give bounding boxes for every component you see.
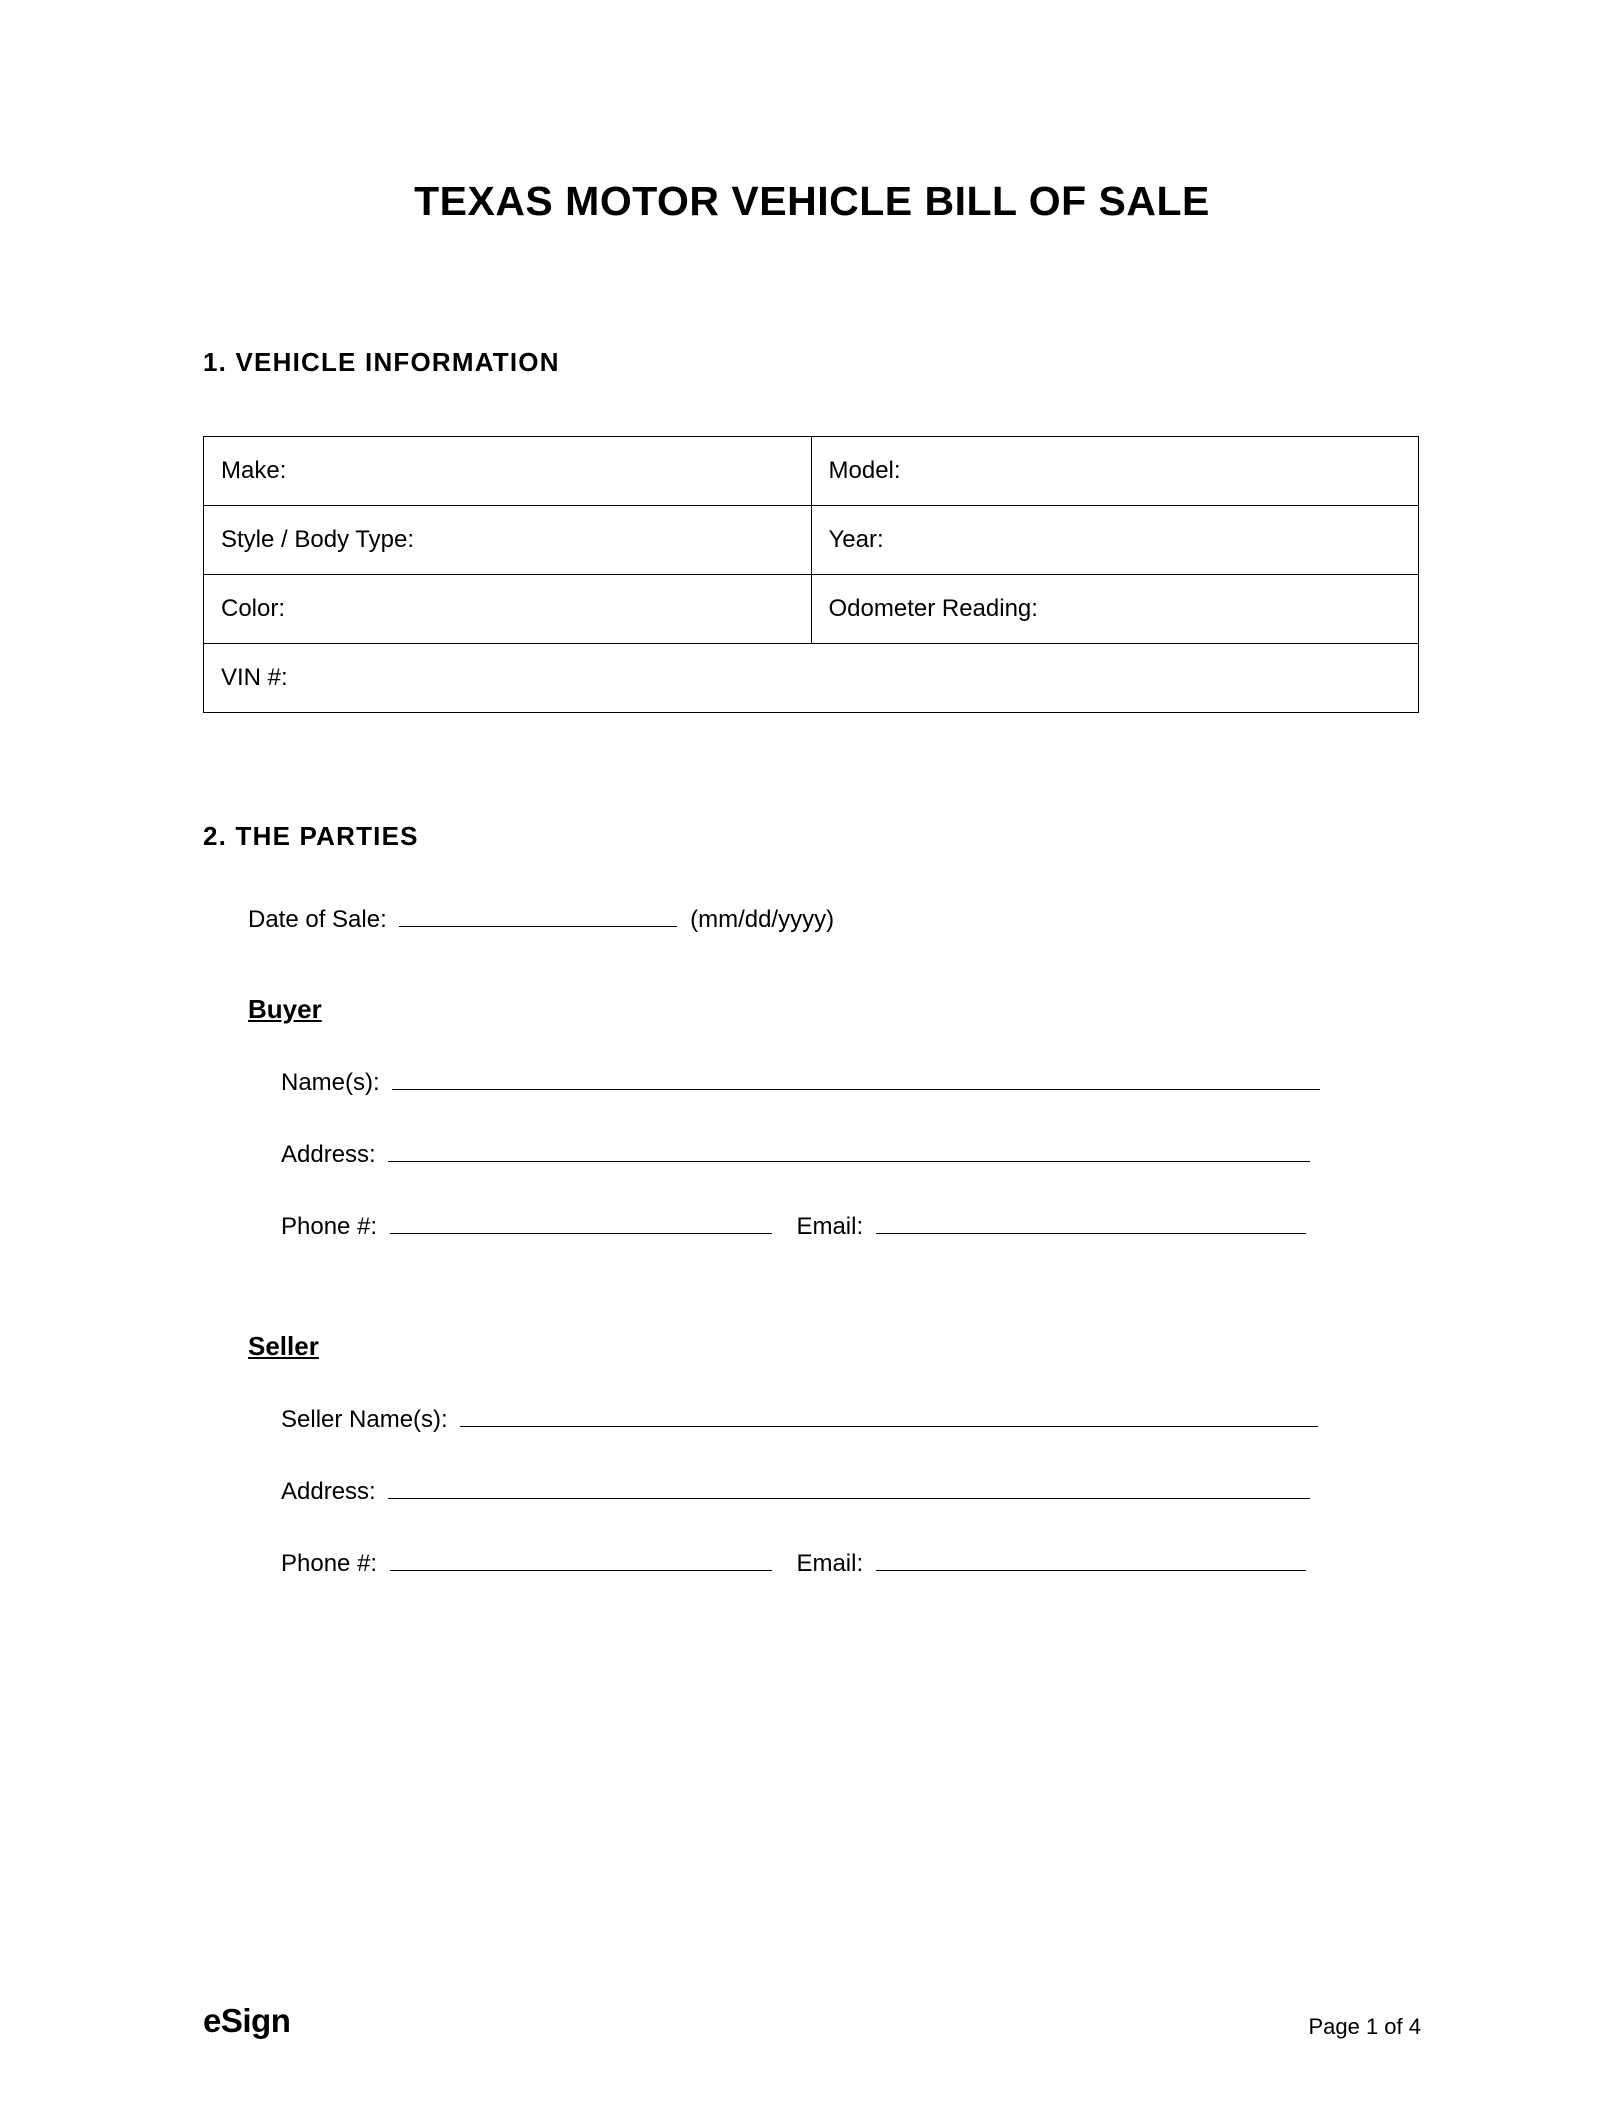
esign-logo: eSign (203, 2002, 291, 2039)
seller-email-label: Email: (796, 1550, 864, 1577)
buyer-name-label: Name(s): (281, 1069, 380, 1096)
field-model[interactable]: Model: (811, 437, 1419, 506)
buyer-contact-row (281, 1213, 1624, 1241)
buyer-address-row (281, 1141, 1624, 1169)
parties-section (203, 906, 1624, 1578)
seller-name-input[interactable] (460, 1426, 1318, 1427)
page-title: TEXAS MOTOR VEHICLE BILL OF SALE (414, 178, 1210, 224)
vehicle-information-table (203, 436, 1419, 713)
buyer-email-input[interactable] (876, 1233, 1306, 1234)
page-number: Page 1 of 4 (1308, 2014, 1421, 2039)
buyer-name-input[interactable] (392, 1089, 1320, 1090)
buyer-heading: Buyer (248, 994, 322, 1024)
field-odometer-reading[interactable]: Odometer Reading: (811, 575, 1419, 644)
date-of-sale-row (248, 906, 1624, 934)
seller-name-label: Seller Name(s): (281, 1406, 448, 1433)
seller-address-input[interactable] (388, 1498, 1310, 1499)
field-style-body-type[interactable]: Style / Body Type: (204, 506, 812, 575)
table-row (204, 437, 1419, 506)
date-of-sale-label: Date of Sale: (248, 906, 387, 933)
seller-email-input[interactable] (876, 1570, 1306, 1571)
field-color[interactable]: Color: (204, 575, 812, 644)
field-year[interactable]: Year: (811, 506, 1419, 575)
section-heading-vehicle-information: 1. VEHICLE INFORMATION (203, 347, 560, 377)
seller-phone-input[interactable] (390, 1570, 772, 1571)
table-row (204, 575, 1419, 644)
table-row (204, 644, 1419, 713)
buyer-address-label: Address: (281, 1141, 376, 1168)
date-format-hint: (mm/dd/yyyy) (690, 906, 835, 933)
date-of-sale-input[interactable] (399, 926, 677, 927)
field-vin[interactable]: VIN #: (204, 644, 1419, 713)
table-row (204, 506, 1419, 575)
seller-address-row (281, 1478, 1624, 1506)
buyer-email-label: Email: (796, 1213, 864, 1240)
seller-name-row (281, 1406, 1624, 1434)
field-make[interactable]: Make: (204, 437, 812, 506)
section-heading-the-parties: 2. THE PARTIES (203, 821, 419, 851)
buyer-phone-input[interactable] (390, 1233, 772, 1234)
page-footer (203, 2002, 1421, 2040)
seller-heading: Seller (248, 1331, 319, 1361)
buyer-address-input[interactable] (388, 1161, 1310, 1162)
seller-contact-row (281, 1550, 1624, 1578)
seller-address-label: Address: (281, 1478, 376, 1505)
buyer-phone-label: Phone #: (281, 1213, 378, 1240)
seller-phone-label: Phone #: (281, 1550, 378, 1577)
buyer-name-row (281, 1069, 1624, 1097)
